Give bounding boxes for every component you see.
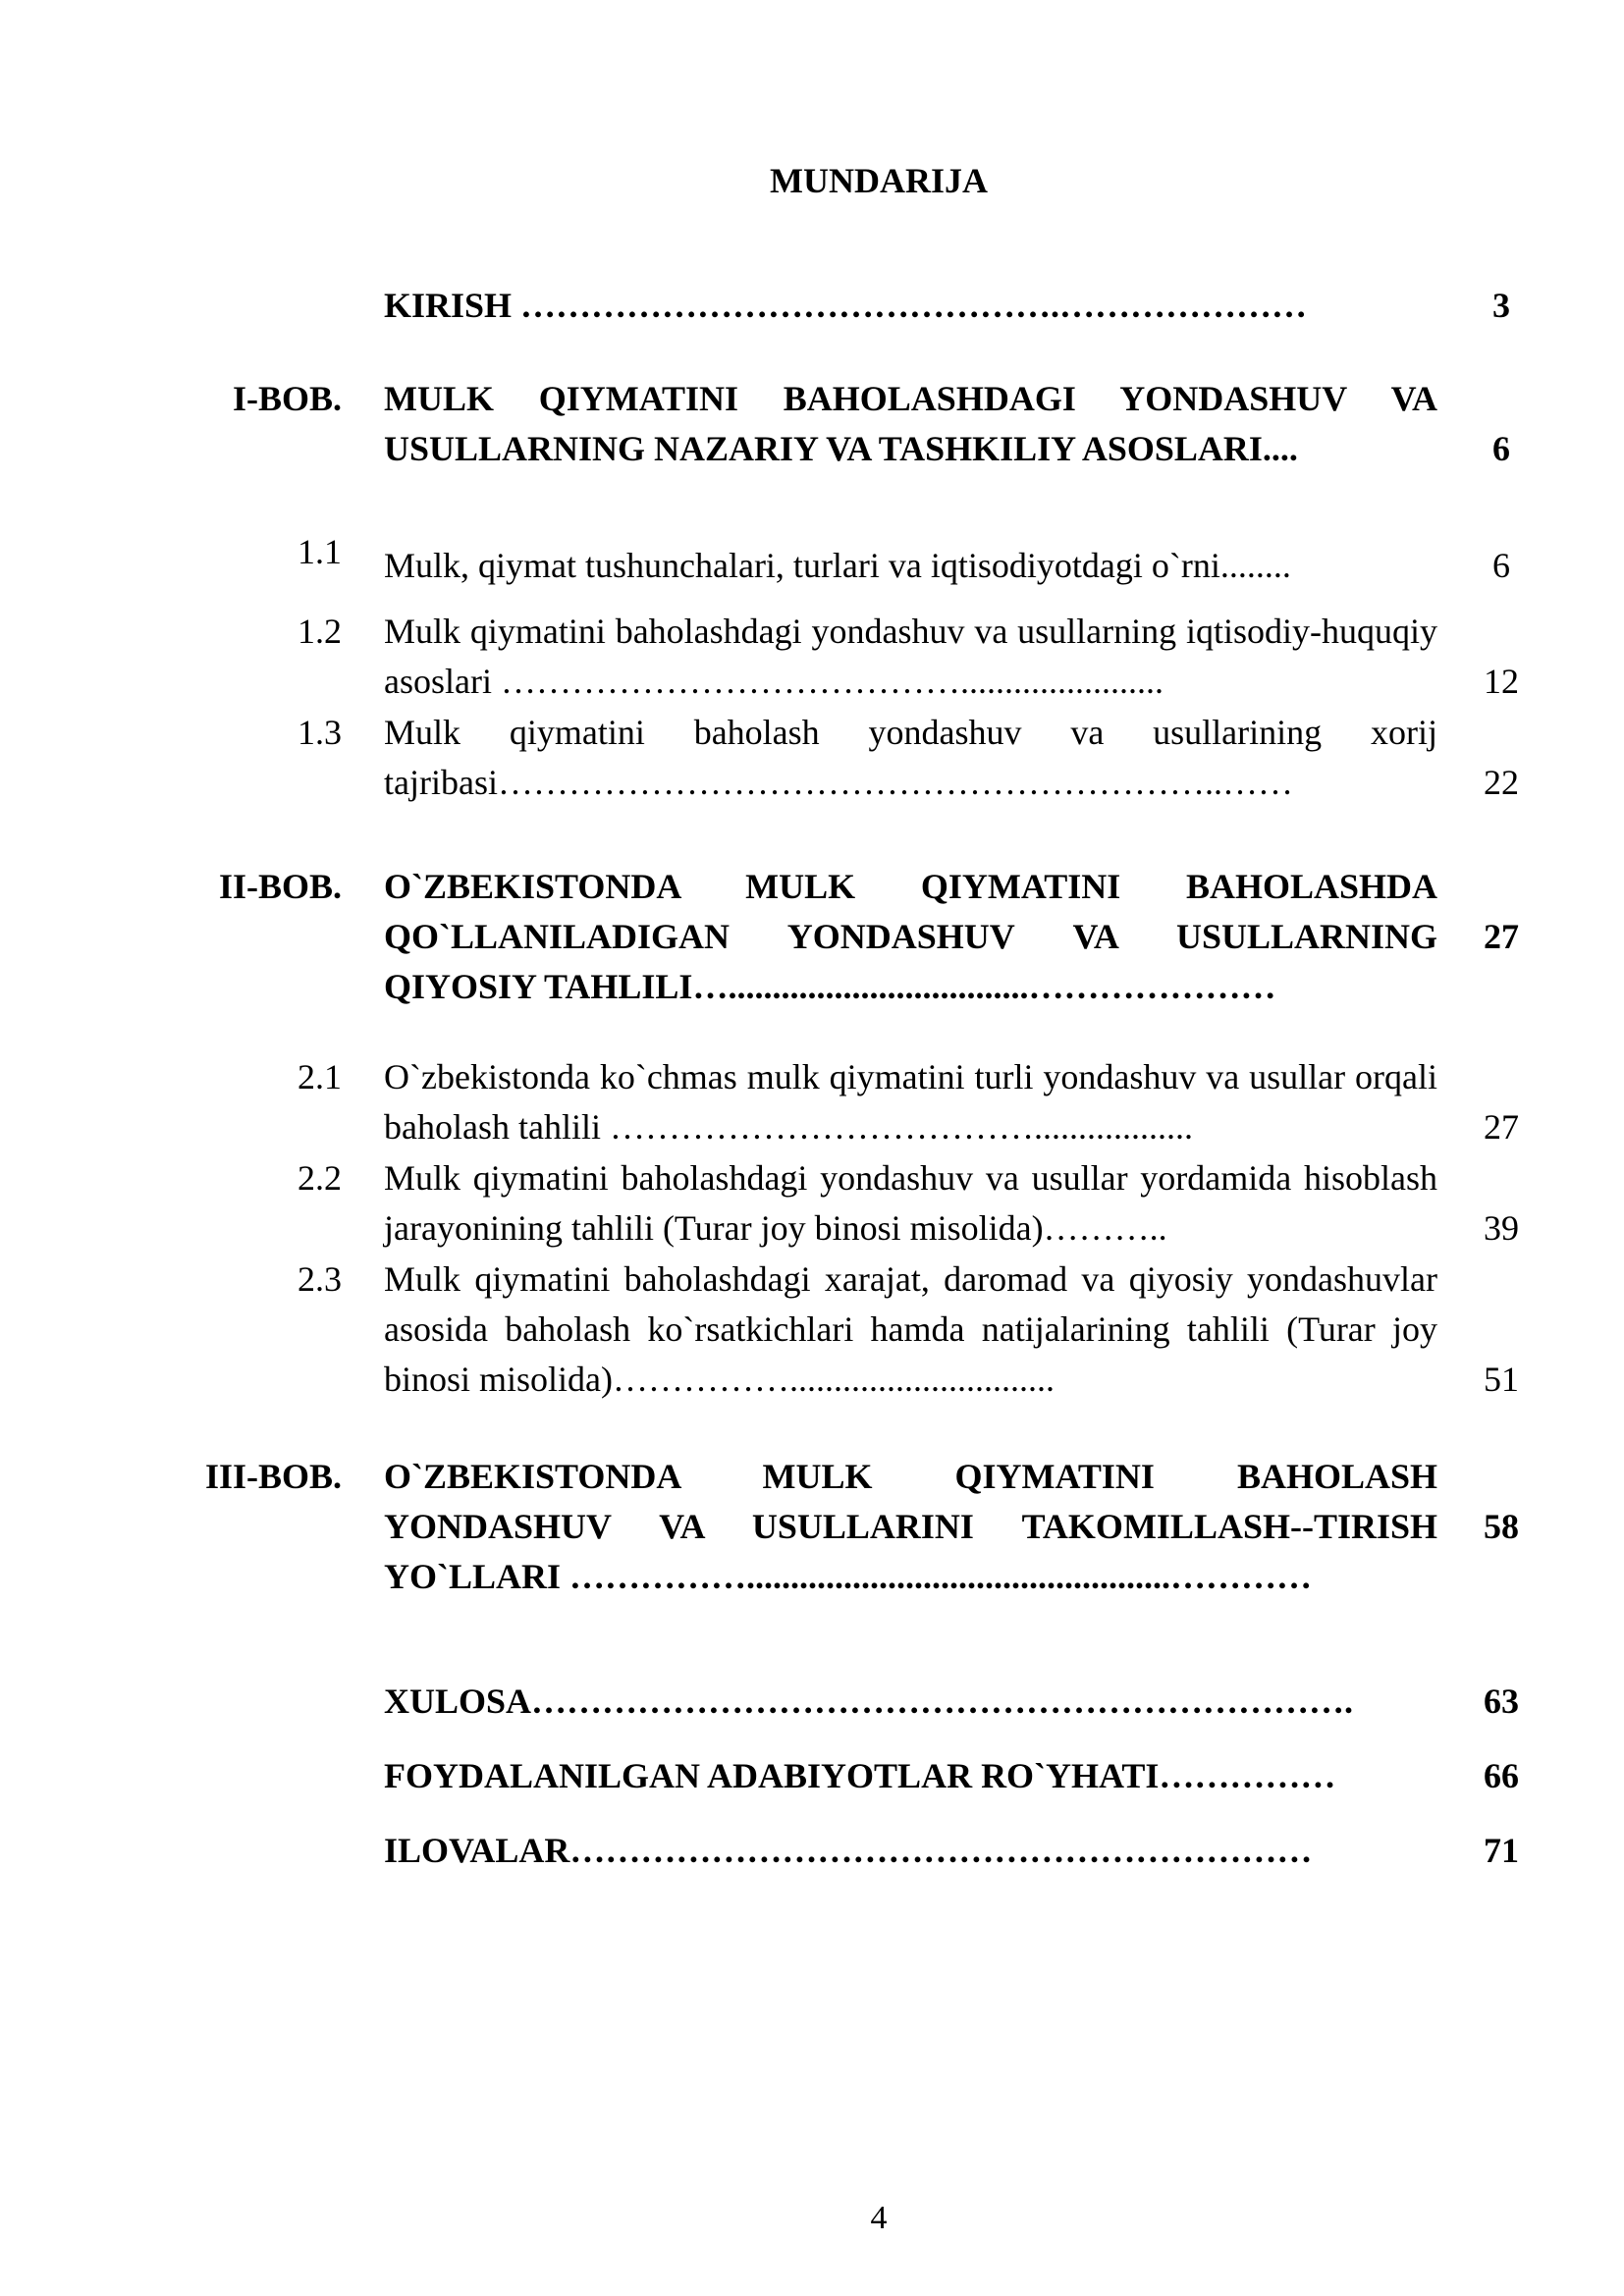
toc-entry-number: 1.1 — [298, 532, 342, 571]
toc-entry-page: 63 — [1484, 1682, 1519, 1721]
toc-entry-number: I-BOB. — [232, 379, 342, 418]
toc-entry-number: 2.3 — [298, 1259, 342, 1299]
toc-entry-page: 39 — [1484, 1208, 1519, 1248]
toc-entry-page: 6 — [1492, 546, 1510, 585]
toc-entry-text: Mulk, qiymat tushunchalari, turlari va iqtisodiyotdagi o`rni........ — [384, 546, 1291, 585]
toc-entry-page: 6 — [1492, 429, 1510, 468]
page-number: 4 — [870, 2200, 888, 2236]
toc-entry-text: ILOVALAR……………………………………………………… — [384, 1831, 1313, 1870]
toc-entry-text: FOYDALANILGAN ADABIYOTLAR RO`YHATI…………… — [384, 1756, 1336, 1795]
toc-entry-page: 51 — [1484, 1360, 1519, 1399]
toc-entry-number: II-BOB. — [218, 867, 342, 906]
toc-entry-text: MULK QIYMATINI BAHOLASHDAGI YONDASHUV VA USULLARNING NAZARIY VA TASHKILIY ASOSLARI.... — [384, 379, 1437, 468]
toc-entry-text: O`ZBEKISTONDA MULK QIYMATINI BAHOLASH YONDASHUV VA USULLARINI TAKOMILLASH--TIRISH YO`LLARI ……………................................................………… — [384, 1457, 1437, 1596]
toc-entry-page: 3 — [1492, 286, 1510, 325]
toc-entry-text: Mulk qiymatini baholashdagi xarajat, daromad va qiyosiy yondashuvlar asosida baholash ko`rsatkichlari hamda natijalarining tahlili (Turar joy binosi misolida)…………….............................. — [384, 1259, 1437, 1399]
toc-entry-page: 66 — [1484, 1756, 1519, 1795]
toc-title: MUNDARIJA — [770, 161, 988, 200]
toc-entry-page: 12 — [1484, 662, 1519, 701]
toc-entry-text: KIRISH ……………………………………….………………… — [384, 286, 1308, 325]
toc-entry-page: 27 — [1484, 1107, 1519, 1147]
toc-entry-text: O`ZBEKISTONDA MULK QIYMATINI BAHOLASHDA QO`LLANILADIGAN YONDASHUV VA USULLARNING QIYOSIY TAHLILI…..................................………………… — [384, 867, 1437, 1006]
toc-entry-text: Mulk qiymatini baholashdagi yondashuv va usullar yordamida hisoblash jarayonining tahlili (Turar joy binosi misolida)……….. — [384, 1158, 1437, 1248]
toc-entry-number: 1.3 — [298, 713, 342, 752]
toc-entry-number: 2.2 — [298, 1158, 342, 1198]
toc-entry-number: 2.1 — [298, 1057, 342, 1096]
toc-entry-text: Mulk qiymatini baholashdagi yondashuv va usullarning iqtisodiy-huquqiy asoslari …………………………………....................... — [384, 612, 1437, 701]
toc-entry-page: 71 — [1484, 1831, 1519, 1870]
toc-entry-page: 27 — [1484, 917, 1519, 956]
toc-entry-text: XULOSA……………………………………………………………. — [384, 1682, 1354, 1721]
toc-entry-text: Mulk qiymatini baholash yondashuv va usullarining xorij tajribasi……………………………………………………..…… — [384, 713, 1437, 802]
toc-entry-page: 58 — [1484, 1507, 1519, 1546]
toc-entry-text: O`zbekistonda ko`chmas mulk qiymatini turli yondashuv va usullar orqali baholash tahlili ……………………………….................. — [384, 1057, 1437, 1147]
toc-entry-page: 22 — [1484, 763, 1519, 802]
toc-entry-number: 1.2 — [298, 612, 342, 651]
toc-entry-number: III-BOB. — [204, 1457, 342, 1496]
